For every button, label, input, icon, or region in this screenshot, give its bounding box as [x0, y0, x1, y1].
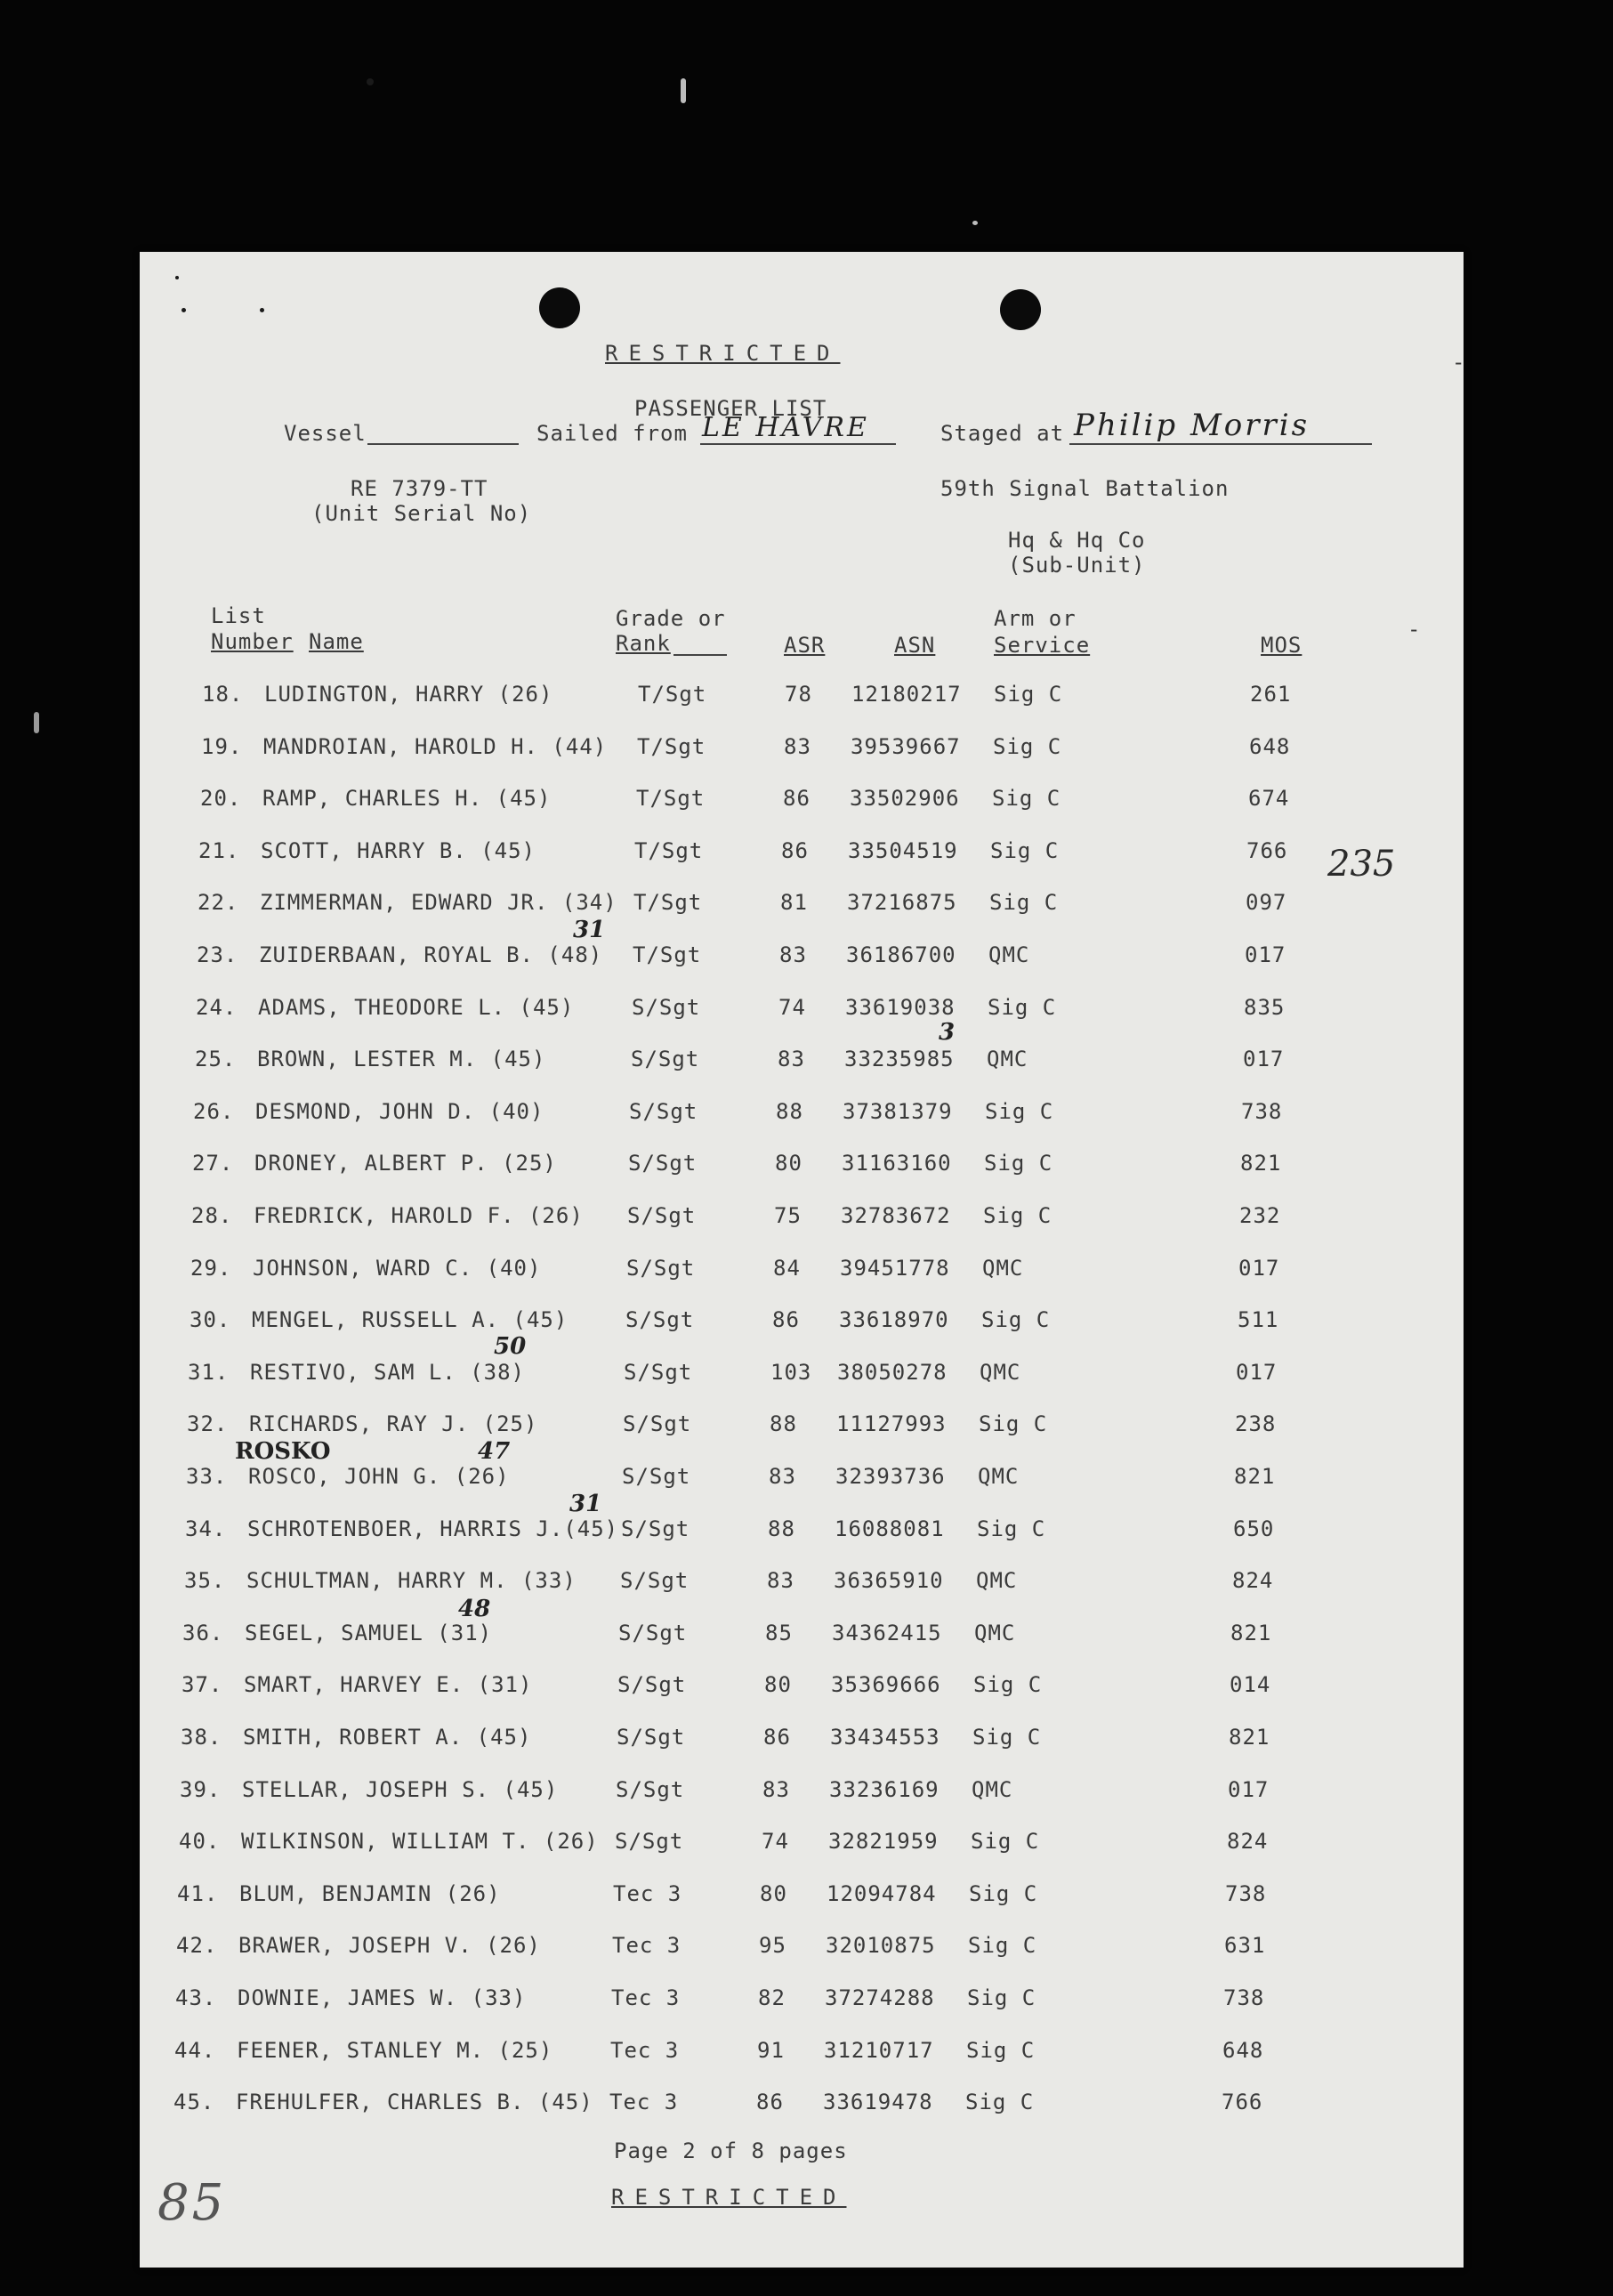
row-asn: 33236169: [829, 1776, 940, 1802]
row-arm: QMC: [978, 1464, 1020, 1489]
row-asn: 37381379: [843, 1098, 953, 1124]
row-grade: S/Sgt: [618, 1620, 688, 1645]
row-mos: 014: [1230, 1672, 1271, 1698]
row-asr: 82: [758, 1985, 786, 2010]
row-arm: Sig C: [968, 1933, 1037, 1959]
row-number: 39.: [180, 1776, 222, 1802]
table-row: [140, 734, 1464, 770]
row-number: 32.: [187, 1411, 229, 1437]
row-number: 30.: [190, 1307, 231, 1333]
row-asr: 80: [775, 1151, 802, 1176]
sailed-from-label: Sailed from: [536, 421, 688, 446]
col-arm-header: Arm or: [994, 606, 1077, 631]
table-row: [140, 1881, 1464, 1917]
row-mos: 017: [1243, 1047, 1285, 1072]
row-grade: T/Sgt: [633, 942, 702, 967]
table-row: [140, 1621, 1464, 1656]
table-row: [140, 838, 1464, 874]
corner-note: 85: [157, 2174, 227, 2232]
row-asr: 103: [770, 1359, 812, 1385]
row-arm: Sig C: [972, 1725, 1042, 1750]
col-number-header: Number: [211, 629, 294, 654]
row-grade: S/Sgt: [621, 1516, 690, 1541]
table-row: [140, 1829, 1464, 1864]
row-number: 18.: [202, 682, 244, 707]
annotation-row33-name: ROSKO: [235, 1438, 331, 1465]
annotation-row23-age: 31: [573, 917, 606, 943]
row-mos: 824: [1232, 1568, 1274, 1594]
row-asn: 33235985: [844, 1047, 955, 1072]
row-number: 35.: [184, 1568, 226, 1594]
row-asn: 36365910: [834, 1568, 944, 1594]
unit-name: 59th Signal Battalion: [940, 476, 1230, 501]
scan-speck: [681, 78, 686, 103]
row-arm: QMC: [980, 1359, 1021, 1385]
row-asn: 11127993: [836, 1411, 947, 1437]
table-row: [140, 1047, 1464, 1082]
row-name: RICHARDS, RAY J. (25): [249, 1411, 538, 1437]
row-grade: S/Sgt: [617, 1725, 686, 1750]
row-asr: 81: [780, 890, 808, 916]
row-arm: Sig C: [973, 1672, 1043, 1698]
row-name: DESMOND, JOHN D. (40): [255, 1098, 544, 1124]
row-arm: QMC: [982, 1255, 1024, 1281]
margin-number: 235: [1327, 844, 1396, 885]
row-asn: 37274288: [825, 1985, 935, 2010]
row-grade: T/Sgt: [633, 890, 703, 916]
row-number: 23.: [197, 942, 238, 967]
row-arm: Sig C: [981, 1307, 1051, 1333]
row-name: SCHROTENBOER, HARRIS J.(45): [247, 1516, 619, 1541]
col-rank-underline: [673, 654, 727, 656]
row-mos: 017: [1245, 942, 1286, 967]
table-row: [140, 1203, 1464, 1239]
row-number: 45.: [173, 2090, 215, 2115]
page-speck: [260, 308, 264, 312]
row-arm: Sig C: [965, 2090, 1035, 2115]
row-arm: QMC: [976, 1568, 1018, 1594]
row-arm: Sig C: [977, 1516, 1046, 1541]
row-name: FEENER, STANLEY M. (25): [237, 2037, 553, 2063]
row-number: 41.: [177, 1880, 219, 1906]
row-asr: 74: [778, 994, 806, 1020]
row-mos: 821: [1234, 1464, 1276, 1489]
row-name: SEGEL, SAMUEL (31): [245, 1620, 493, 1645]
table-row: [140, 942, 1464, 978]
row-name: SMART, HARVEY E. (31): [244, 1672, 533, 1698]
table-row: [140, 1099, 1464, 1135]
punch-hole-right: [1000, 289, 1041, 330]
row-name: ADAMS, THEODORE L. (45): [258, 994, 575, 1020]
row-mos: 766: [1246, 837, 1288, 863]
row-grade: T/Sgt: [637, 733, 706, 759]
row-mos: 017: [1238, 1255, 1280, 1281]
row-asr: 78: [785, 682, 812, 707]
row-name: STELLAR, JOSEPH S. (45): [242, 1776, 559, 1802]
row-grade: S/Sgt: [626, 1255, 696, 1281]
scan-speck: [34, 712, 39, 733]
document-page: [140, 252, 1464, 2268]
row-mos: 821: [1230, 1620, 1272, 1645]
table-row: [140, 2038, 1464, 2074]
row-arm: Sig C: [984, 1151, 1053, 1176]
table-row: [140, 1933, 1464, 1969]
row-mos: 738: [1223, 1985, 1265, 2010]
row-grade: S/Sgt: [631, 1047, 700, 1072]
row-grade: S/Sgt: [632, 994, 701, 1020]
table-row: [140, 1256, 1464, 1291]
row-mos: 511: [1238, 1307, 1279, 1333]
row-arm: QMC: [972, 1776, 1013, 1802]
row-grade: S/Sgt: [624, 1359, 693, 1385]
row-asn: 34362415: [832, 1620, 942, 1645]
row-grade: Tec 3: [611, 1985, 681, 2010]
table-row: [140, 1568, 1464, 1604]
row-grade: Tec 3: [612, 1933, 681, 1959]
row-number: 31.: [188, 1359, 230, 1385]
row-arm: Sig C: [989, 890, 1059, 916]
row-asr: 83: [784, 733, 811, 759]
row-asn: 12180217: [851, 682, 962, 707]
row-asr: 83: [779, 942, 807, 967]
header-dash: -: [1407, 617, 1422, 642]
col-name-header: Name: [309, 629, 364, 654]
row-name: RESTIVO, SAM L. (38): [250, 1359, 525, 1385]
row-name: BROWN, LESTER M. (45): [257, 1047, 546, 1072]
row-asn: 33619038: [845, 994, 956, 1020]
row-asn: 33618970: [839, 1307, 949, 1333]
table-row: [140, 1985, 1464, 2021]
row-arm: QMC: [988, 942, 1030, 967]
row-number: 19.: [201, 733, 243, 759]
passenger-list-title: PASSENGER LIST: [634, 396, 827, 421]
row-asn: 12094784: [827, 1880, 937, 1906]
row-asn: 31210717: [824, 2037, 934, 2063]
row-asn: 36186700: [846, 942, 956, 967]
row-asn: 39539667: [851, 733, 961, 759]
row-arm: Sig C: [979, 1411, 1048, 1437]
row-asn: 32393736: [835, 1464, 946, 1489]
row-asn: 33434553: [830, 1725, 940, 1750]
table-row: [140, 890, 1464, 926]
row-asn: 33504519: [848, 837, 958, 863]
row-asr: 88: [770, 1411, 797, 1437]
col-mos-header: MOS: [1261, 633, 1302, 658]
row-number: 33.: [186, 1464, 228, 1489]
row-number: 24.: [196, 994, 238, 1020]
row-name: SMITH, ROBERT A. (45): [243, 1725, 532, 1750]
row-grade: S/Sgt: [623, 1411, 692, 1437]
row-asr: 86: [781, 837, 809, 863]
row-number: 42.: [176, 1933, 218, 1959]
row-mos: 824: [1227, 1829, 1269, 1855]
row-mos: 738: [1225, 1880, 1267, 1906]
row-arm: Sig C: [994, 682, 1063, 707]
sailed-from-value: LE HAVRE: [702, 412, 869, 443]
row-number: 37.: [181, 1672, 223, 1698]
row-asn: 33502906: [850, 786, 960, 812]
page-speck: [181, 308, 186, 312]
col-asr-header: ASR: [784, 633, 826, 658]
row-asn: 33619478: [823, 2090, 933, 2115]
row-number: 28.: [191, 1203, 233, 1228]
row-name: BRAWER, JOSEPH V. (26): [238, 1933, 541, 1959]
row-asr: 86: [772, 1307, 800, 1333]
row-mos: 232: [1239, 1203, 1281, 1228]
row-asn: 32010875: [826, 1933, 936, 1959]
annotation-row34-age: 31: [569, 1491, 602, 1517]
row-name: FREDRICK, HAROLD F. (26): [254, 1203, 584, 1228]
vessel-label: Vessel: [284, 421, 367, 446]
row-asr: 85: [765, 1620, 793, 1645]
table-row: [140, 1411, 1464, 1447]
row-asr: 86: [783, 786, 811, 812]
col-service-header: Service: [994, 633, 1091, 658]
row-number: 22.: [198, 890, 239, 916]
row-asr: 88: [768, 1516, 795, 1541]
row-grade: S/Sgt: [617, 1672, 687, 1698]
row-mos: 674: [1248, 786, 1290, 812]
row-asr: 95: [759, 1933, 786, 1959]
table-row: [140, 1464, 1464, 1500]
row-name: DOWNIE, JAMES W. (33): [238, 1985, 527, 2010]
scan-speck: [972, 221, 978, 225]
vessel-blank: [367, 443, 519, 445]
row-asn: 32821959: [828, 1829, 939, 1855]
table-row: [140, 1360, 1464, 1395]
row-number: 26.: [193, 1098, 235, 1124]
row-grade: T/Sgt: [634, 837, 704, 863]
row-name: MANDROIAN, HAROLD H. (44): [263, 733, 608, 759]
row-mos: 631: [1224, 1933, 1266, 1959]
row-grade: Tec 3: [613, 1880, 682, 1906]
row-asr: 91: [757, 2037, 785, 2063]
row-asr: 84: [773, 1255, 801, 1281]
row-asr: 88: [776, 1098, 803, 1124]
scan-speck: [367, 78, 374, 85]
row-asr: 83: [762, 1776, 790, 1802]
row-mos: 821: [1229, 1725, 1270, 1750]
table-row: [140, 1725, 1464, 1760]
row-name: MENGEL, RUSSELL A. (45): [252, 1307, 569, 1333]
row-arm: Sig C: [988, 994, 1057, 1020]
col-list-header: List: [211, 603, 266, 628]
table-row: [140, 1516, 1464, 1552]
row-arm: Sig C: [983, 1203, 1052, 1228]
row-name: SCOTT, HARRY B. (45): [261, 837, 536, 863]
row-name: ZUIDERBAAN, ROYAL B. (48): [259, 942, 603, 967]
sub-unit: Hq & Hq Co: [1008, 528, 1146, 553]
row-mos: 017: [1236, 1359, 1278, 1385]
row-grade: T/Sgt: [638, 682, 707, 707]
row-name: LUDINGTON, HARRY (26): [264, 682, 553, 707]
row-name: WILKINSON, WILLIAM T. (26): [241, 1829, 599, 1855]
table-row: [140, 1307, 1464, 1343]
col-asn-header: ASN: [894, 633, 936, 658]
row-asr: 80: [760, 1880, 787, 1906]
punch-hole-left: [539, 287, 580, 328]
annotation-row33-age: 47: [478, 1438, 511, 1465]
row-asr: 74: [762, 1829, 789, 1855]
row-arm: Sig C: [993, 733, 1062, 759]
table-row: [140, 2090, 1464, 2125]
restricted-header: RESTRICTED: [605, 341, 841, 366]
row-asn: 39451778: [840, 1255, 950, 1281]
row-mos: 821: [1240, 1151, 1282, 1176]
row-asn: 31163160: [842, 1151, 952, 1176]
row-number: 38.: [181, 1725, 222, 1750]
row-grade: S/Sgt: [622, 1464, 691, 1489]
row-asn: 38050278: [837, 1359, 948, 1385]
row-grade: Tec 3: [610, 2037, 680, 2063]
sub-unit-label: (Sub-Unit): [1008, 553, 1146, 578]
row-grade: S/Sgt: [629, 1098, 698, 1124]
staged-at-label: Staged at: [940, 421, 1065, 446]
row-grade: T/Sgt: [636, 786, 706, 812]
row-asr: 86: [763, 1725, 791, 1750]
row-grade: S/Sgt: [615, 1829, 684, 1855]
restricted-footer: RESTRICTED: [611, 2185, 847, 2210]
row-arm: Sig C: [966, 2037, 1036, 2063]
unit-serial-label: (Unit Serial No): [311, 501, 532, 526]
row-name: RAMP, CHARLES H. (45): [262, 786, 552, 812]
row-arm: Sig C: [990, 837, 1060, 863]
row-grade: S/Sgt: [625, 1307, 695, 1333]
row-arm: Sig C: [969, 1880, 1038, 1906]
row-number: 21.: [198, 837, 240, 863]
row-arm: Sig C: [971, 1829, 1040, 1855]
row-name: SCHULTMAN, HARRY M. (33): [246, 1568, 577, 1594]
row-number: 44.: [174, 2037, 216, 2063]
row-name: DRONEY, ALBERT P. (25): [254, 1151, 557, 1176]
col-grade-header: Grade or: [616, 606, 726, 631]
row-arm: Sig C: [985, 1098, 1054, 1124]
row-mos: 648: [1222, 2037, 1264, 2063]
row-number: 29.: [190, 1255, 232, 1281]
staged-at-value: Philip Morris: [1074, 408, 1311, 443]
row-arm: QMC: [987, 1047, 1028, 1072]
annotation-row36-age: 48: [458, 1596, 491, 1622]
row-mos: 238: [1235, 1411, 1277, 1437]
row-arm: Sig C: [992, 786, 1061, 812]
row-grade: S/Sgt: [627, 1203, 697, 1228]
row-mos: 261: [1250, 682, 1292, 707]
table-row: [140, 1777, 1464, 1813]
row-arm: Sig C: [967, 1985, 1036, 2010]
row-asn: 16088081: [835, 1516, 945, 1541]
row-name: JOHNSON, WARD C. (40): [253, 1255, 542, 1281]
row-mos: 097: [1246, 890, 1287, 916]
row-mos: 017: [1228, 1776, 1270, 1802]
row-name: FREHULFER, CHARLES B. (45): [236, 2090, 593, 2115]
row-grade: S/Sgt: [628, 1151, 698, 1176]
row-number: 43.: [175, 1985, 217, 2010]
row-number: 40.: [179, 1829, 221, 1855]
sailed-from-line: [700, 443, 896, 445]
header-dash: -: [1452, 350, 1466, 375]
row-asr: 83: [778, 1047, 805, 1072]
staged-at-line: [1069, 443, 1372, 445]
row-number: 27.: [192, 1151, 234, 1176]
row-grade: Tec 3: [609, 2090, 679, 2115]
row-name: ZIMMERMAN, EDWARD JR. (34): [260, 890, 617, 916]
row-mos: 738: [1241, 1098, 1283, 1124]
table-row: [140, 682, 1464, 717]
row-number: 34.: [185, 1516, 227, 1541]
row-asn: 32783672: [841, 1203, 951, 1228]
row-asr: 83: [769, 1464, 796, 1489]
row-number: 20.: [200, 786, 242, 812]
col-rank-header: Rank: [616, 631, 671, 656]
table-row: [140, 1151, 1464, 1186]
row-number: 25.: [195, 1047, 237, 1072]
row-name: ROSCO, JOHN G. (26): [248, 1464, 510, 1489]
row-asr: 83: [767, 1568, 794, 1594]
table-row: [140, 786, 1464, 821]
row-asr: 86: [756, 2090, 784, 2115]
row-number: 36.: [182, 1620, 224, 1645]
table-row: [140, 1672, 1464, 1708]
row-mos: 648: [1249, 733, 1291, 759]
annotation-row25-asn: 3: [939, 1019, 956, 1046]
row-mos: 766: [1222, 2090, 1263, 2115]
page-speck: [175, 276, 179, 279]
row-name: BLUM, BENJAMIN (26): [239, 1880, 501, 1906]
table-row: [140, 995, 1464, 1031]
row-asr: 75: [774, 1203, 802, 1228]
row-mos: 835: [1244, 994, 1286, 1020]
row-grade: S/Sgt: [616, 1776, 685, 1802]
row-grade: S/Sgt: [620, 1568, 690, 1594]
row-mos: 650: [1233, 1516, 1275, 1541]
annotation-row31-age: 50: [494, 1333, 527, 1360]
row-arm: QMC: [974, 1620, 1016, 1645]
row-asn: 37216875: [847, 890, 957, 916]
row-asr: 80: [764, 1672, 792, 1698]
row-asn: 35369666: [831, 1672, 941, 1698]
page-count: Page 2 of 8 pages: [614, 2138, 848, 2163]
unit-serial: RE 7379-TT: [351, 476, 488, 501]
